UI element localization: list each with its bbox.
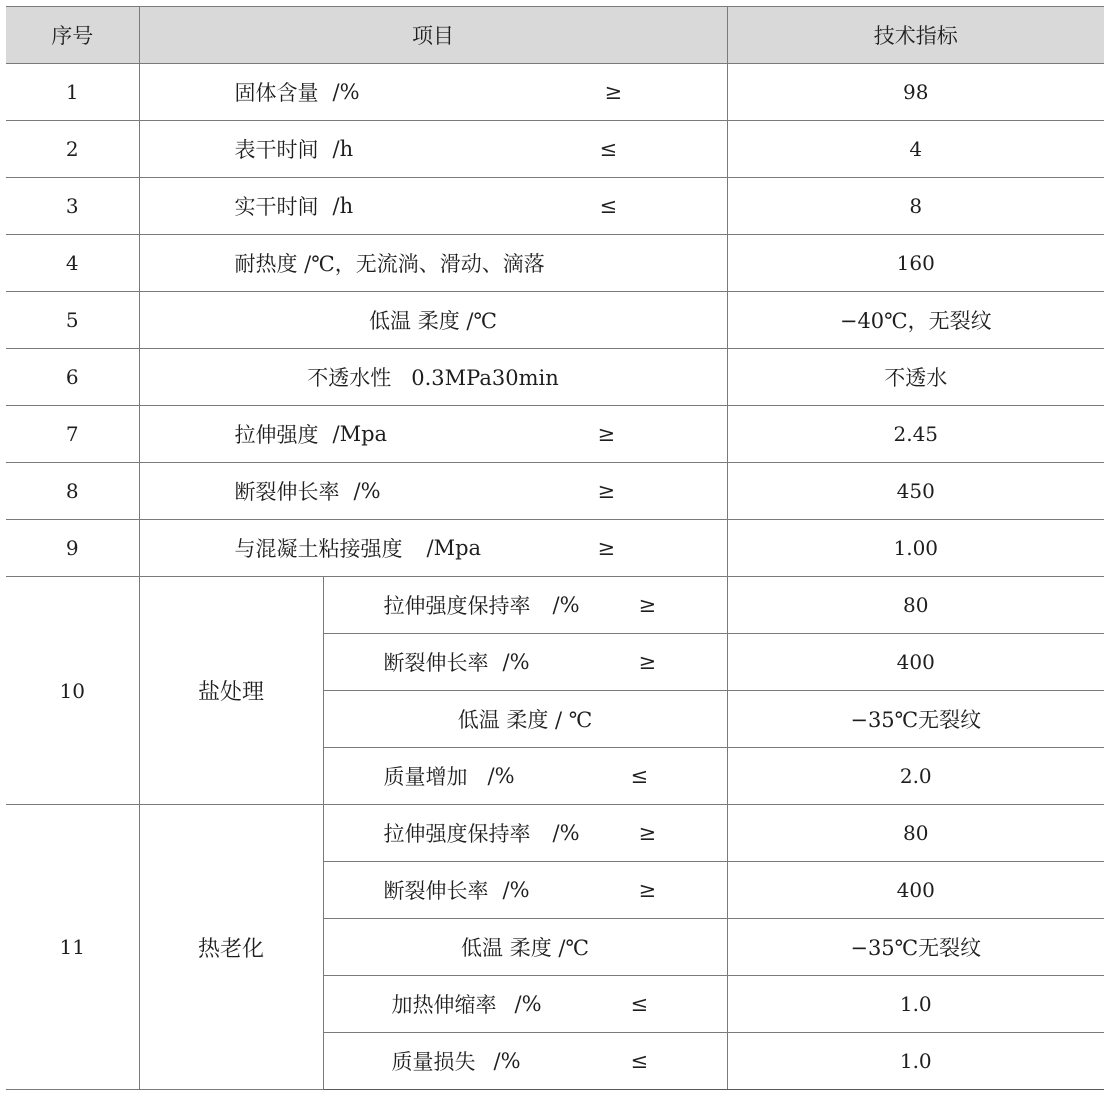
item-label-group [235,121,354,177]
item-label: 低温 柔度 /℃ [139,292,727,349]
row-number: 9 [6,520,139,577]
table-row [6,577,1104,634]
item-cell [139,178,727,235]
row-number: 10 [6,577,139,805]
comparison-symbol: ≥ [597,536,616,560]
item-cell [323,748,727,805]
item-cell [323,1033,727,1090]
item-cell [139,121,727,178]
comparison-symbol: ≤ [630,1049,649,1073]
row-number: 2 [6,121,139,178]
table-row [6,178,1104,235]
item-label-group [392,976,542,1032]
spec-value: 1.0 [727,976,1104,1033]
spec-value: −35℃无裂纹 [727,691,1104,748]
item-label: 固体含量 [234,81,319,105]
comparison-symbol: ≥ [597,479,616,503]
item-label-group [235,178,354,234]
item-label: 断裂伸长率 [383,879,489,903]
table-row [6,406,1104,463]
table-row [6,463,1104,520]
item-label: 耐热度 /℃，无流淌、滑动、滴落 [234,252,545,276]
item-label-group [235,520,482,576]
item-label: 质量增加 [383,765,468,789]
spec-value: 1.0 [727,1033,1104,1090]
row-number: 6 [6,349,139,406]
spec-value: 400 [727,634,1104,691]
item-label: 断裂伸长率 [383,651,489,675]
spec-value: 2.45 [727,406,1104,463]
item-label-group [235,463,381,519]
category-label: 盐处理 [139,577,323,805]
item-label-group [235,406,388,462]
item-unit: /Mpa [426,536,482,560]
item-cell [323,862,727,919]
item-unit: /h [332,137,354,161]
spec-value: 450 [727,463,1104,520]
item-label: 拉伸强度保持率 [383,594,531,618]
header-no: 序号 [6,7,139,64]
table-row [6,520,1104,577]
item-label: 与混凝土粘接强度 [234,537,403,561]
table-row [6,64,1104,121]
item-label: 实干时间 [234,195,319,219]
item-label-group [384,805,580,861]
comparison-symbol: ≥ [638,821,657,845]
spec-value: 2.0 [727,748,1104,805]
comparison-symbol: ≥ [638,650,657,674]
item-label: 断裂伸长率 [234,480,340,504]
item-label: 质量损失 [391,1050,476,1074]
comparison-symbol: ≤ [599,194,618,218]
item-label-group [384,748,515,804]
item-unit: /Mpa [332,422,388,446]
spec-value: 不透水 [727,349,1104,406]
item-label-group [235,64,360,120]
spec-value: 8 [727,178,1104,235]
item-label: 低温 柔度 /℃ [323,919,727,976]
item-label: 低温 柔度 / ℃ [323,691,727,748]
item-cell [323,805,727,862]
item-label: 加热伸缩率 [391,993,497,1017]
comparison-symbol: ≥ [638,878,657,902]
table-row [6,235,1104,292]
row-number: 11 [6,805,139,1090]
item-label-group [384,634,530,690]
spec-value: 1.00 [727,520,1104,577]
item-cell [139,463,727,520]
item-cell [139,406,727,463]
item-unit: /% [332,80,360,104]
header-spec: 技术指标 [727,7,1104,64]
header-item: 项目 [139,7,727,64]
item-cell [139,235,727,292]
item-cell [139,64,727,121]
item-cell [139,520,727,577]
item-label: 表干时间 [234,138,319,162]
spec-value: 80 [727,805,1104,862]
item-label-group [384,862,530,918]
item-unit: /% [514,992,542,1016]
row-number: 4 [6,235,139,292]
spec-value: 98 [727,64,1104,121]
item-unit: /% [502,650,530,674]
item-label-group [392,1033,521,1089]
spec-value: 80 [727,577,1104,634]
spec-table-wrapper [6,6,1104,1090]
spec-value: 160 [727,235,1104,292]
item-label: 拉伸强度保持率 [383,822,531,846]
row-number: 7 [6,406,139,463]
comparison-symbol: ≤ [630,764,649,788]
item-unit: /% [502,878,530,902]
comparison-symbol: ≥ [638,593,657,617]
table-row [6,805,1104,862]
item-label: 不透水性 0.3MPa30min [139,349,727,406]
row-number: 3 [6,178,139,235]
comparison-symbol: ≤ [630,992,649,1016]
table-row [6,121,1104,178]
item-label: 拉伸强度 [234,423,319,447]
spec-value: 400 [727,862,1104,919]
technical-spec-table [6,6,1104,1090]
item-label-group [384,577,580,633]
item-unit: /% [552,593,580,617]
spec-value: −35℃无裂纹 [727,919,1104,976]
table-row [6,292,1104,349]
spec-value: 4 [727,121,1104,178]
item-unit: /% [493,1049,521,1073]
item-cell [323,577,727,634]
item-cell [323,634,727,691]
category-label: 热老化 [139,805,323,1090]
table-row [6,349,1104,406]
comparison-symbol: ≤ [599,137,618,161]
comparison-symbol: ≥ [597,422,616,446]
item-unit: /h [332,194,354,218]
spec-value: −40℃，无裂纹 [727,292,1104,349]
header-row [6,7,1104,64]
item-unit: /% [353,479,381,503]
row-number: 5 [6,292,139,349]
item-unit: /% [487,764,515,788]
item-unit: /% [552,821,580,845]
row-number: 8 [6,463,139,520]
row-number: 1 [6,64,139,121]
comparison-symbol: ≥ [604,80,623,104]
item-cell [323,976,727,1033]
